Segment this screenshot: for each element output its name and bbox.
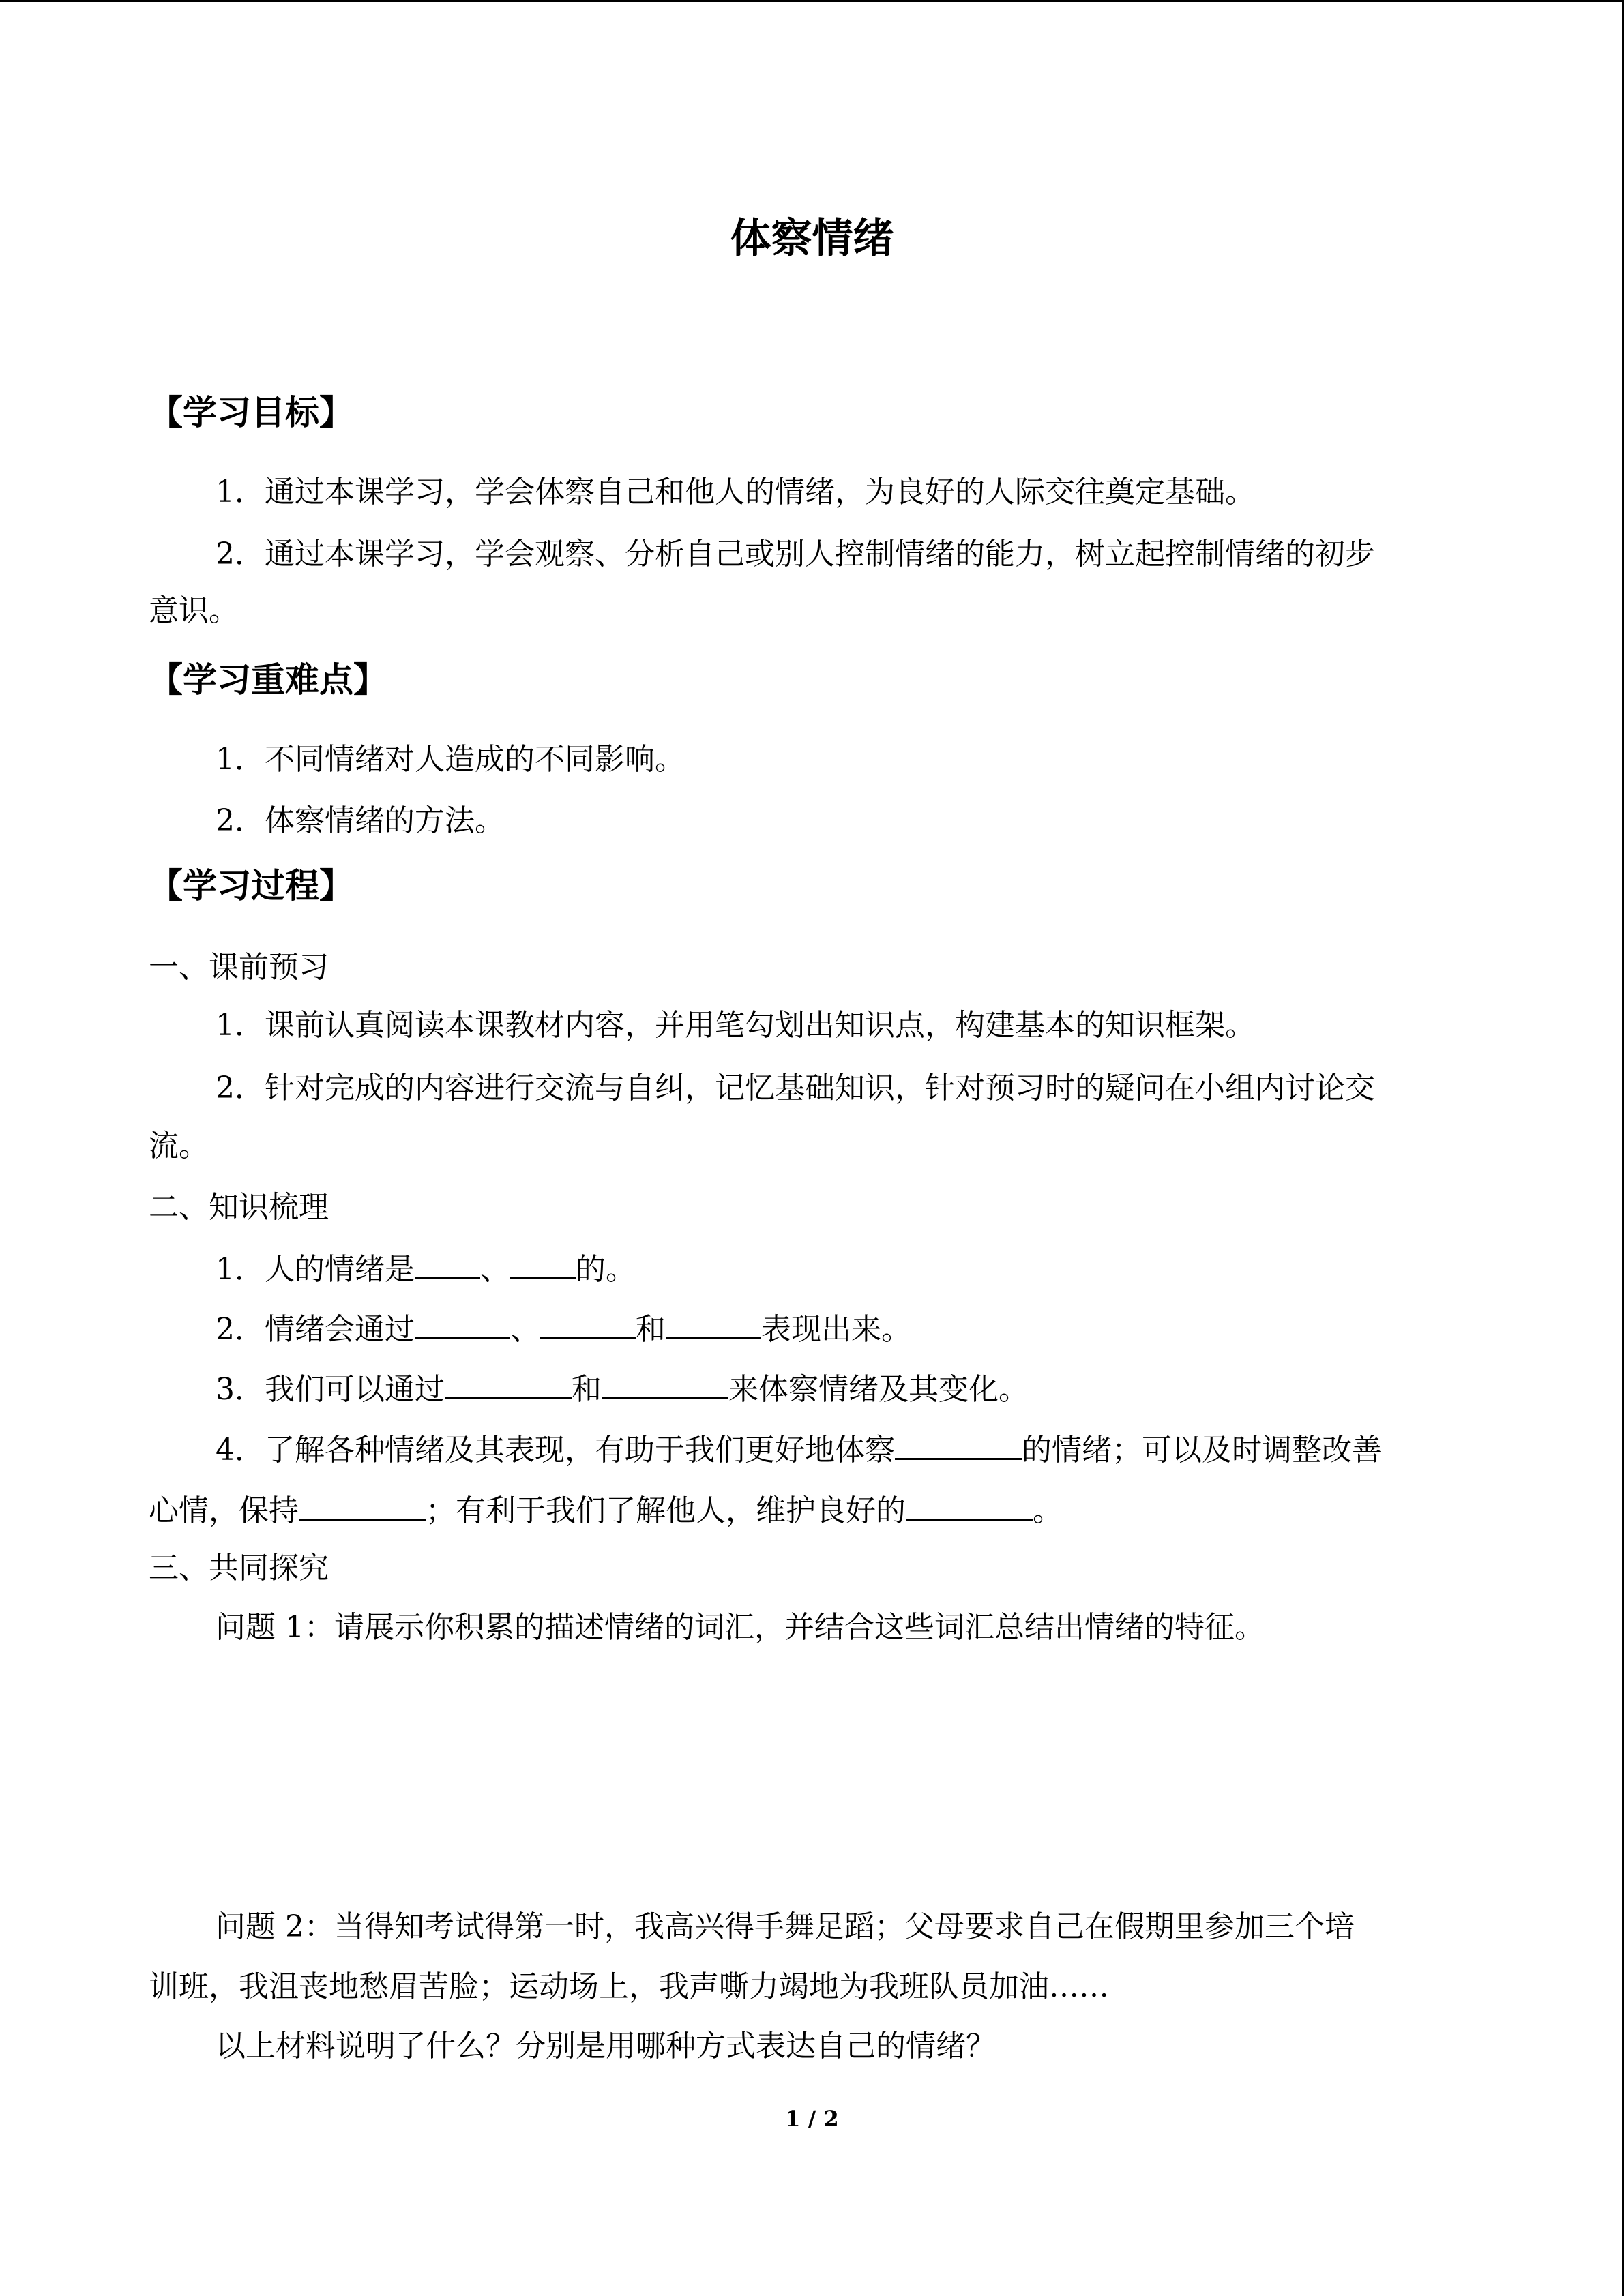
page-top-border bbox=[0, 0, 1624, 2]
fill-blank[interactable] bbox=[602, 1367, 728, 1399]
keypoints-heading: 【学习重难点】 bbox=[149, 660, 387, 700]
process-heading: 【学习过程】 bbox=[149, 866, 353, 906]
explore-title: 三、共同探究 bbox=[149, 1551, 329, 1585]
fill-blank[interactable] bbox=[510, 1247, 576, 1279]
fill-blank[interactable] bbox=[895, 1428, 1022, 1460]
fill-blank[interactable] bbox=[540, 1307, 636, 1339]
explore-question-2-line-1: 问题 2：当得知考试得第一时，我高兴得手舞足蹈；父母要求自己在假期里参加三个培 bbox=[216, 1909, 1355, 1944]
fill-blank[interactable] bbox=[415, 1307, 510, 1339]
fill-blank[interactable] bbox=[666, 1307, 761, 1339]
document-title: 体察情绪 bbox=[730, 215, 894, 263]
keypoint-item-2: 2．体察情绪的方法。 bbox=[216, 803, 505, 838]
explore-question-2-prompt: 以上材料说明了什么？分别是用哪种方式表达自己的情绪？ bbox=[216, 2029, 996, 2063]
keypoint-item-1: 1．不同情绪对人造成的不同影响。 bbox=[216, 742, 685, 777]
knowledge-title: 二、知识梳理 bbox=[149, 1190, 329, 1225]
knowledge-question-4-line-2: 心情，保持 ；有利于我们了解他人，维护良好的 。 bbox=[149, 1489, 1063, 1532]
knowledge-question-4-line-1: 4．了解各种情绪及其表现，有助于我们更好地体察 的情绪；可以及时调整改善 bbox=[216, 1428, 1382, 1471]
knowledge-question-1: 1．人的情绪是 、 的。 bbox=[216, 1247, 636, 1290]
fill-blank[interactable] bbox=[906, 1489, 1033, 1521]
explore-question-2-line-2: 训班，我沮丧地愁眉苦脸；运动场上，我声嘶力竭地为我班队员加油…… bbox=[149, 1969, 1109, 2004]
objective-item-2-line-1: 2．通过本课学习，学会观察、分析自己或别人控制情绪的能力，树立起控制情绪的初步 bbox=[216, 537, 1375, 571]
fill-blank[interactable] bbox=[299, 1489, 426, 1521]
page-number: 1 / 2 bbox=[785, 2106, 839, 2132]
preview-title: 一、课前预习 bbox=[149, 950, 329, 985]
preview-item-1: 1．课前认真阅读本课教材内容，并用笔勾划出知识点，构建基本的知识框架。 bbox=[216, 1008, 1255, 1043]
preview-item-2-line-2: 流。 bbox=[149, 1129, 209, 1163]
preview-item-2-line-1: 2．针对完成的内容进行交流与自纠，记忆基础知识，针对预习时的疑问在小组内讨论交 bbox=[216, 1071, 1375, 1105]
knowledge-question-2: 2．情绪会通过 、 和 表现出来。 bbox=[216, 1307, 911, 1350]
objective-item-1: 1．通过本课学习，学会体察自己和他人的情绪，为良好的人际交往奠定基础。 bbox=[216, 475, 1255, 509]
fill-blank[interactable] bbox=[415, 1247, 480, 1279]
objectives-heading: 【学习目标】 bbox=[149, 393, 353, 432]
knowledge-question-3: 3．我们可以通过 和 来体察情绪及其变化。 bbox=[216, 1367, 1029, 1410]
fill-blank[interactable] bbox=[445, 1367, 572, 1399]
explore-question-1: 问题 1：请展示你积累的描述情绪的词汇，并结合这些词汇总结出情绪的特征。 bbox=[216, 1610, 1265, 1645]
objective-item-2-line-2: 意识。 bbox=[149, 593, 239, 628]
